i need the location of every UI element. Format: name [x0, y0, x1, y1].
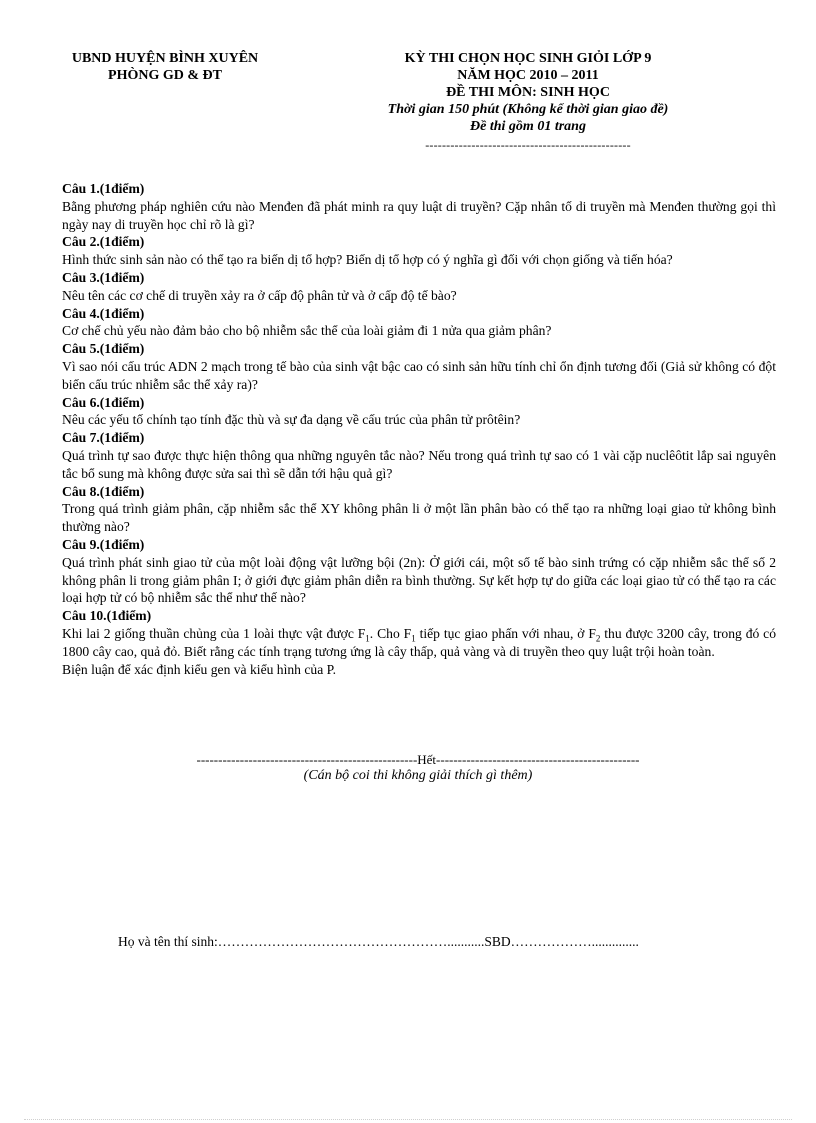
end-marker: ---------------------------------------------------Hết-----------------------------------------------	[196, 752, 640, 767]
question-text: Quá trình tự sao được thực hiện thông qua những nguyên tắc nào? Nếu trong quá trình tự sao có 1 vài cặp nuclêôtit lắp sai nguyên tắc bổ sung mà không được sửa sai thì sẽ dẫn tới hậu quả gì?	[62, 447, 776, 481]
question-title: Câu 5.(1điểm)	[62, 341, 145, 357]
question-title: Câu 6.(1điểm)	[62, 394, 145, 410]
question-text-line: Biện luận để xác định kiểu gen và kiểu hình của P.	[62, 661, 337, 677]
question	[62, 483, 776, 536]
issuing-authority	[40, 50, 290, 84]
question-text-line	[62, 625, 776, 661]
question	[62, 536, 776, 607]
candidate-info-line: Họ và tên thí sinh:……………………………………………...........SBD………………..............	[118, 934, 639, 949]
question-title: Câu 7.(1điểm)	[62, 430, 145, 446]
exam-duration: Thời gian 150 phút (Không kể thời gian giao đề)	[387, 102, 669, 117]
question-text: Hình thức sinh sản nào có thể tạo ra biến dị tổ hợp? Biến dị tổ hợp có ý nghĩa gì đối với chọn giống và tiến hóa?	[62, 252, 673, 268]
question-title: Câu 8.(1điểm)	[62, 483, 145, 499]
question	[62, 429, 776, 482]
question-title: Câu 4.(1điểm)	[62, 305, 145, 321]
text-part: thu được 3200 cây, trong đó có 1800 cây cao, quả đỏ. Biết rằng các tính trạng tương ứng là cây thấp, quả vàng và di truyền theo quy luật trội hoàn toàn.	[62, 625, 776, 659]
question	[62, 305, 776, 341]
question	[62, 180, 776, 233]
authority-line-2: PHÒNG GD & ĐT	[108, 68, 222, 83]
text-part: Khi lai 2 giống thuần chủng của 1 loài thực vật được F	[62, 625, 366, 641]
exam-subject: ĐỀ THI MÔN: SINH HỌC	[446, 85, 610, 100]
question-text: Trong quá trình giảm phân, cặp nhiễm sắc thể XY không phân li ở một lần phân bào có thể tạo ra những loại giao tử không bình thường nào?	[62, 501, 776, 535]
question	[62, 269, 776, 305]
text-part: tiếp tục giao phấn với nhau, ở F	[415, 625, 596, 641]
question-text: Vì sao nói cấu trúc ADN 2 mạch trong tế bào của sinh vật bậc cao có sinh sản hữu tính chỉ ổn định tương đối (Giả sử không có đột biến cấu trúc nhiễm sắc thể xảy ra)?	[62, 358, 776, 392]
question-text	[62, 625, 776, 678]
subscript: 1	[365, 633, 370, 644]
question-title: Câu 3.(1điểm)	[62, 269, 145, 285]
header-separator: -------------------------------------------------	[425, 138, 631, 152]
question	[62, 607, 776, 678]
question-title: Câu 9.(1điểm)	[62, 536, 145, 552]
question-text: Cơ chế chủ yếu nào đảm bảo cho bộ nhiễm sắc thể của loài giảm đi 1 nửa qua giảm phân?	[62, 323, 552, 339]
exam-title: KỲ THI CHỌN HỌC SINH GIỎI LỚP 9	[404, 51, 652, 66]
subscript: 2	[595, 633, 601, 644]
question	[62, 394, 776, 430]
question-text: Nêu tên các cơ chế di truyền xảy ra ở cấp độ phân tử và ở cấp độ tế bào?	[62, 287, 457, 303]
question	[62, 340, 776, 393]
exam-header	[340, 50, 716, 154]
school-year: NĂM HỌC 2010 – 2011	[457, 68, 599, 83]
question-title: Câu 2.(1điểm)	[62, 234, 145, 250]
question-text: Bằng phương pháp nghiên cứu nào Menđen đã phát minh ra quy luật di truyền? Cặp nhân tố di truyền mà Menđen thường gọi thì ngày nay di truyền học chỉ rõ là gì?	[62, 198, 776, 232]
question-title: Câu 1.(1điểm)	[62, 181, 145, 196]
proctor-note: (Cán bộ coi thi không giải thích gì thêm)	[303, 768, 533, 783]
authority-line-1: UBND HUYỆN BÌNH XUYÊN	[71, 51, 259, 66]
question-text: Nêu các yếu tố chính tạo tính đặc thù và sự đa dạng về cấu trúc của phân tử prôtêin?	[62, 412, 521, 428]
page-count: Đề thi gồm 01 trang	[470, 119, 586, 134]
text-part: . Cho F	[369, 625, 412, 641]
question-text: Quá trình phát sinh giao tử của một loài động vật lưỡng bội (2n): Ở giới cái, một số tế bào sinh trứng có cặp nhiễm sắc thể số 2 không phân li trong giảm phân I; ở giới đực giảm phân diễn ra bình thường. Sự kết hợp tự do giữa các loại giao tử có thể tạo ra các loại hợp tử có bộ nhiễm sắc thể như thế nào?	[62, 554, 776, 606]
page-border	[24, 1119, 792, 1120]
question-list	[62, 180, 776, 678]
question-title: Câu 10.(1điểm)	[62, 608, 152, 624]
question	[62, 233, 776, 269]
subscript: 1	[411, 633, 416, 644]
